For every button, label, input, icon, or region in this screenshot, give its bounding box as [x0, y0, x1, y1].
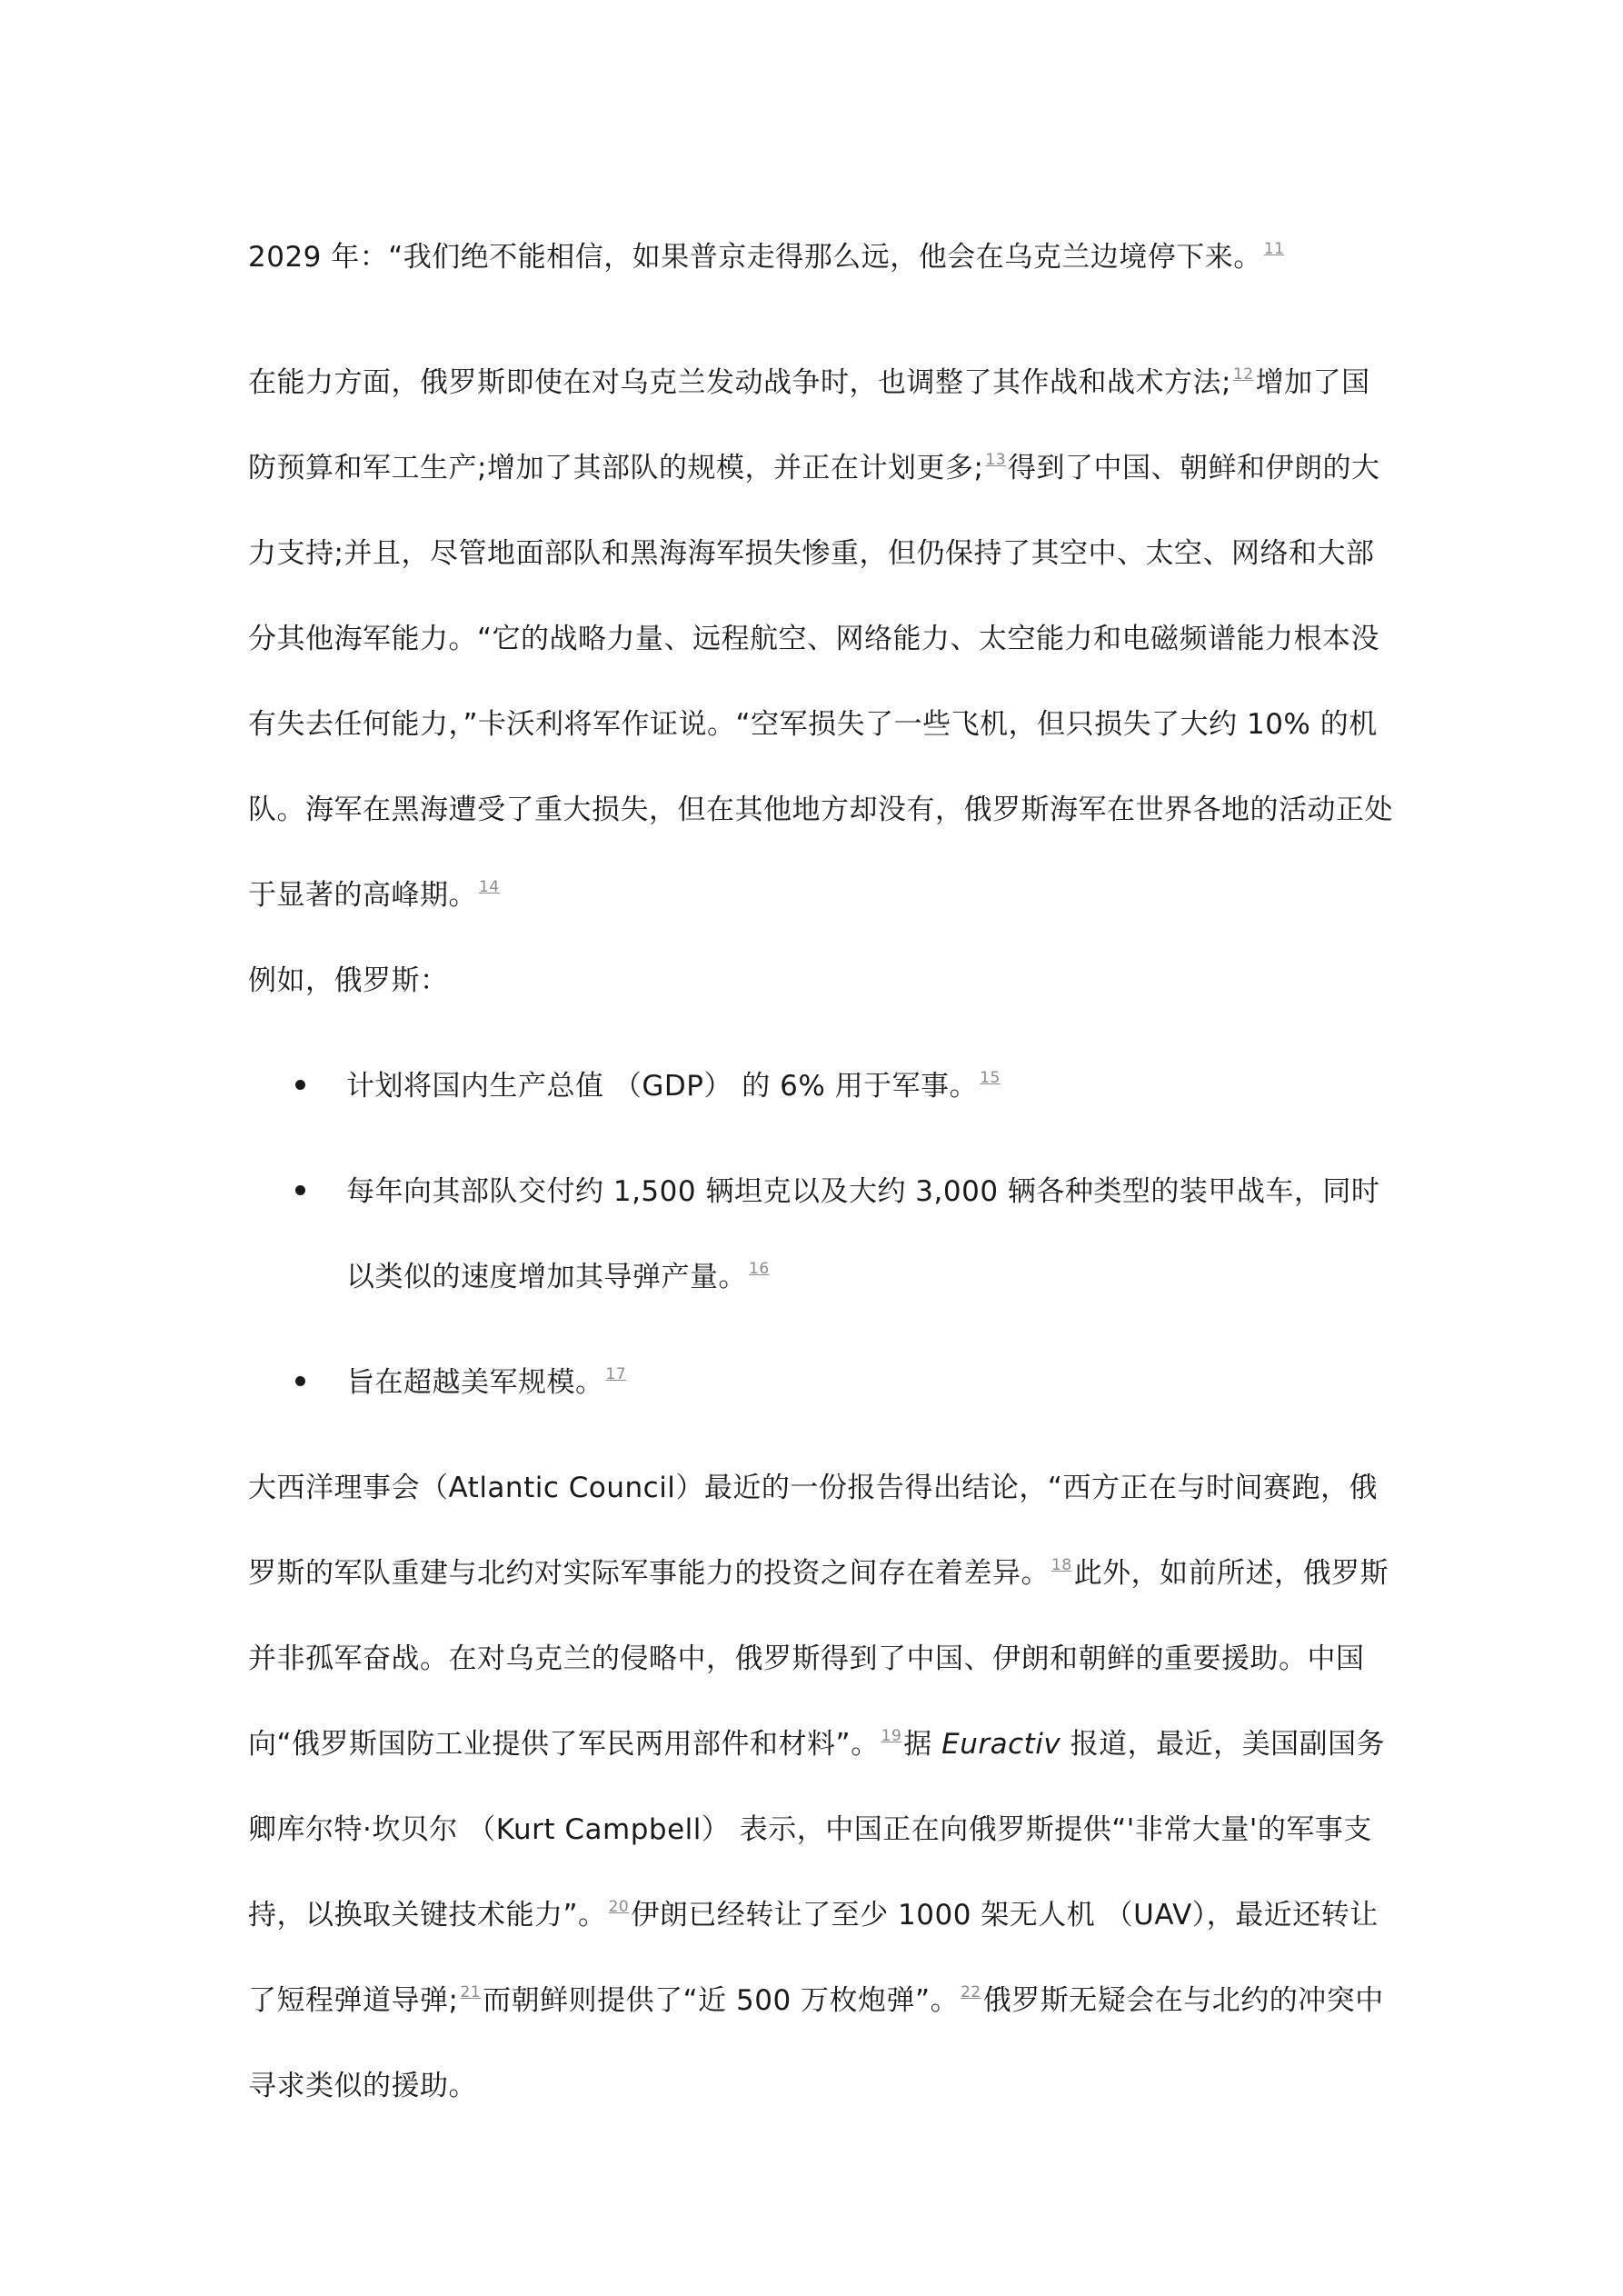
footnote-link-17[interactable]: 17	[605, 1365, 627, 1383]
paragraph-text: 此外，如前所述，俄罗斯并非孤军奋战。在对乌克兰的侵略中，俄罗斯得到了中国、伊朗和朝鲜的重要援助。中国向“俄罗斯国防工业提供了军民两用部件和材料”。	[248, 1557, 1389, 1761]
paragraph-text: 俄罗斯无疑会在与北约的冲突中寻求类似的援助。	[248, 1984, 1384, 2102]
paragraph-gap	[248, 1425, 1393, 1445]
bullet-icon	[295, 1376, 305, 1386]
footnote-link-18[interactable]: 18	[1051, 1556, 1072, 1574]
paragraph-text: 而朝鲜则提供了“近 500 万枚炮弹”。	[483, 1984, 960, 2017]
paragraph-for-example	[248, 938, 1393, 1023]
footnote-link-14[interactable]: 14	[479, 878, 500, 896]
paragraph-text: 大西洋理事会（Atlantic Council）最近的一份报告得出结论，“西方正在与时间赛跑，俄罗斯的军队重建与北约对实际军事能力的投资之间存在着差异。	[248, 1472, 1378, 1590]
list-item	[248, 1340, 1393, 1425]
list-item	[248, 1149, 1393, 1320]
list-item-text: 计划将国内生产总值 （GDP） 的 6% 用于军事。	[346, 1070, 979, 1103]
publication-name: Euractiv	[941, 1728, 1061, 1761]
paragraph-text: 增加了国防预算和军工生产;增加了其部队的规模，并正在计划更多;	[248, 366, 1370, 484]
footnote-link-19[interactable]: 19	[881, 1727, 902, 1745]
footnote-link-20[interactable]: 20	[608, 1898, 630, 1916]
footnote-link-22[interactable]: 22	[961, 1983, 981, 2002]
list-item-text: 旨在超越美军规模。	[346, 1366, 604, 1399]
paragraph-atlantic-council	[248, 1445, 1393, 2129]
footnote-link-21[interactable]: 21	[460, 1983, 482, 2002]
paragraph-gap	[248, 1023, 1393, 1043]
paragraph-text: 2029 年：“我们绝不能相信，如果普京走得那么远，他会在乌克兰边境停下来。	[248, 241, 1262, 274]
paragraph-text: 据	[903, 1728, 942, 1761]
list-item-text: 每年向其部队交付约 1,500 辆坦克以及大约 3,000 辆各种类型的装甲战车，同时以类似的速度增加其导弹产量。	[346, 1175, 1380, 1293]
footnote-link-13[interactable]: 13	[985, 451, 1007, 469]
footnote-link-15[interactable]: 15	[980, 1069, 1001, 1087]
paragraph-text: 报道，最近，美国副国务卿库尔特·坎贝尔 （Kurt Campbell） 表示，中国正在向俄罗斯提供“'非常大量'的军事支持，以换取关键技术能力”。	[248, 1728, 1386, 1932]
footnote-link-11[interactable]: 11	[1263, 240, 1285, 258]
footnote-link-16[interactable]: 16	[749, 1260, 770, 1278]
paragraph-text: 例如，俄罗斯：	[248, 964, 449, 997]
paragraph-text: 伊朗已经转让了至少 1000 架无人机 （UAV），最近还转让了短程弹道导弹;	[248, 1899, 1379, 2017]
paragraph-gap	[248, 300, 1393, 340]
bullet-icon	[295, 1185, 305, 1195]
list-item	[248, 1043, 1393, 1129]
paragraph-capabilities	[248, 340, 1393, 938]
bullet-icon	[295, 1080, 305, 1090]
paragraph-text: 得到了中国、朝鲜和伊朗的大力支持;并且，尽管地面部队和黑海海军损失惨重，但仍保持了其空中、太空、网络和大部分其他海军能力。“它的战略力量、远程航空、网络能力、太空能力和电磁频谱能力根本没有失去任何能力，”卡沃利将军作证说。“空军损失了一些飞机，但只损失了大约 10% 的机队。海军在黑海遭受了重大损失，但在其他地方却没有，俄罗斯海军在世界各地的活动正处于显著的高峰期。	[248, 452, 1393, 912]
footnote-link-12[interactable]: 12	[1232, 365, 1254, 384]
bullet-list	[248, 1043, 1393, 1425]
document-page	[248, 215, 1393, 2129]
paragraph-quote-2029	[248, 215, 1393, 300]
paragraph-text: 在能力方面，俄罗斯即使在对乌克兰发动战争时，也调整了其作战和战术方法;	[248, 366, 1231, 399]
